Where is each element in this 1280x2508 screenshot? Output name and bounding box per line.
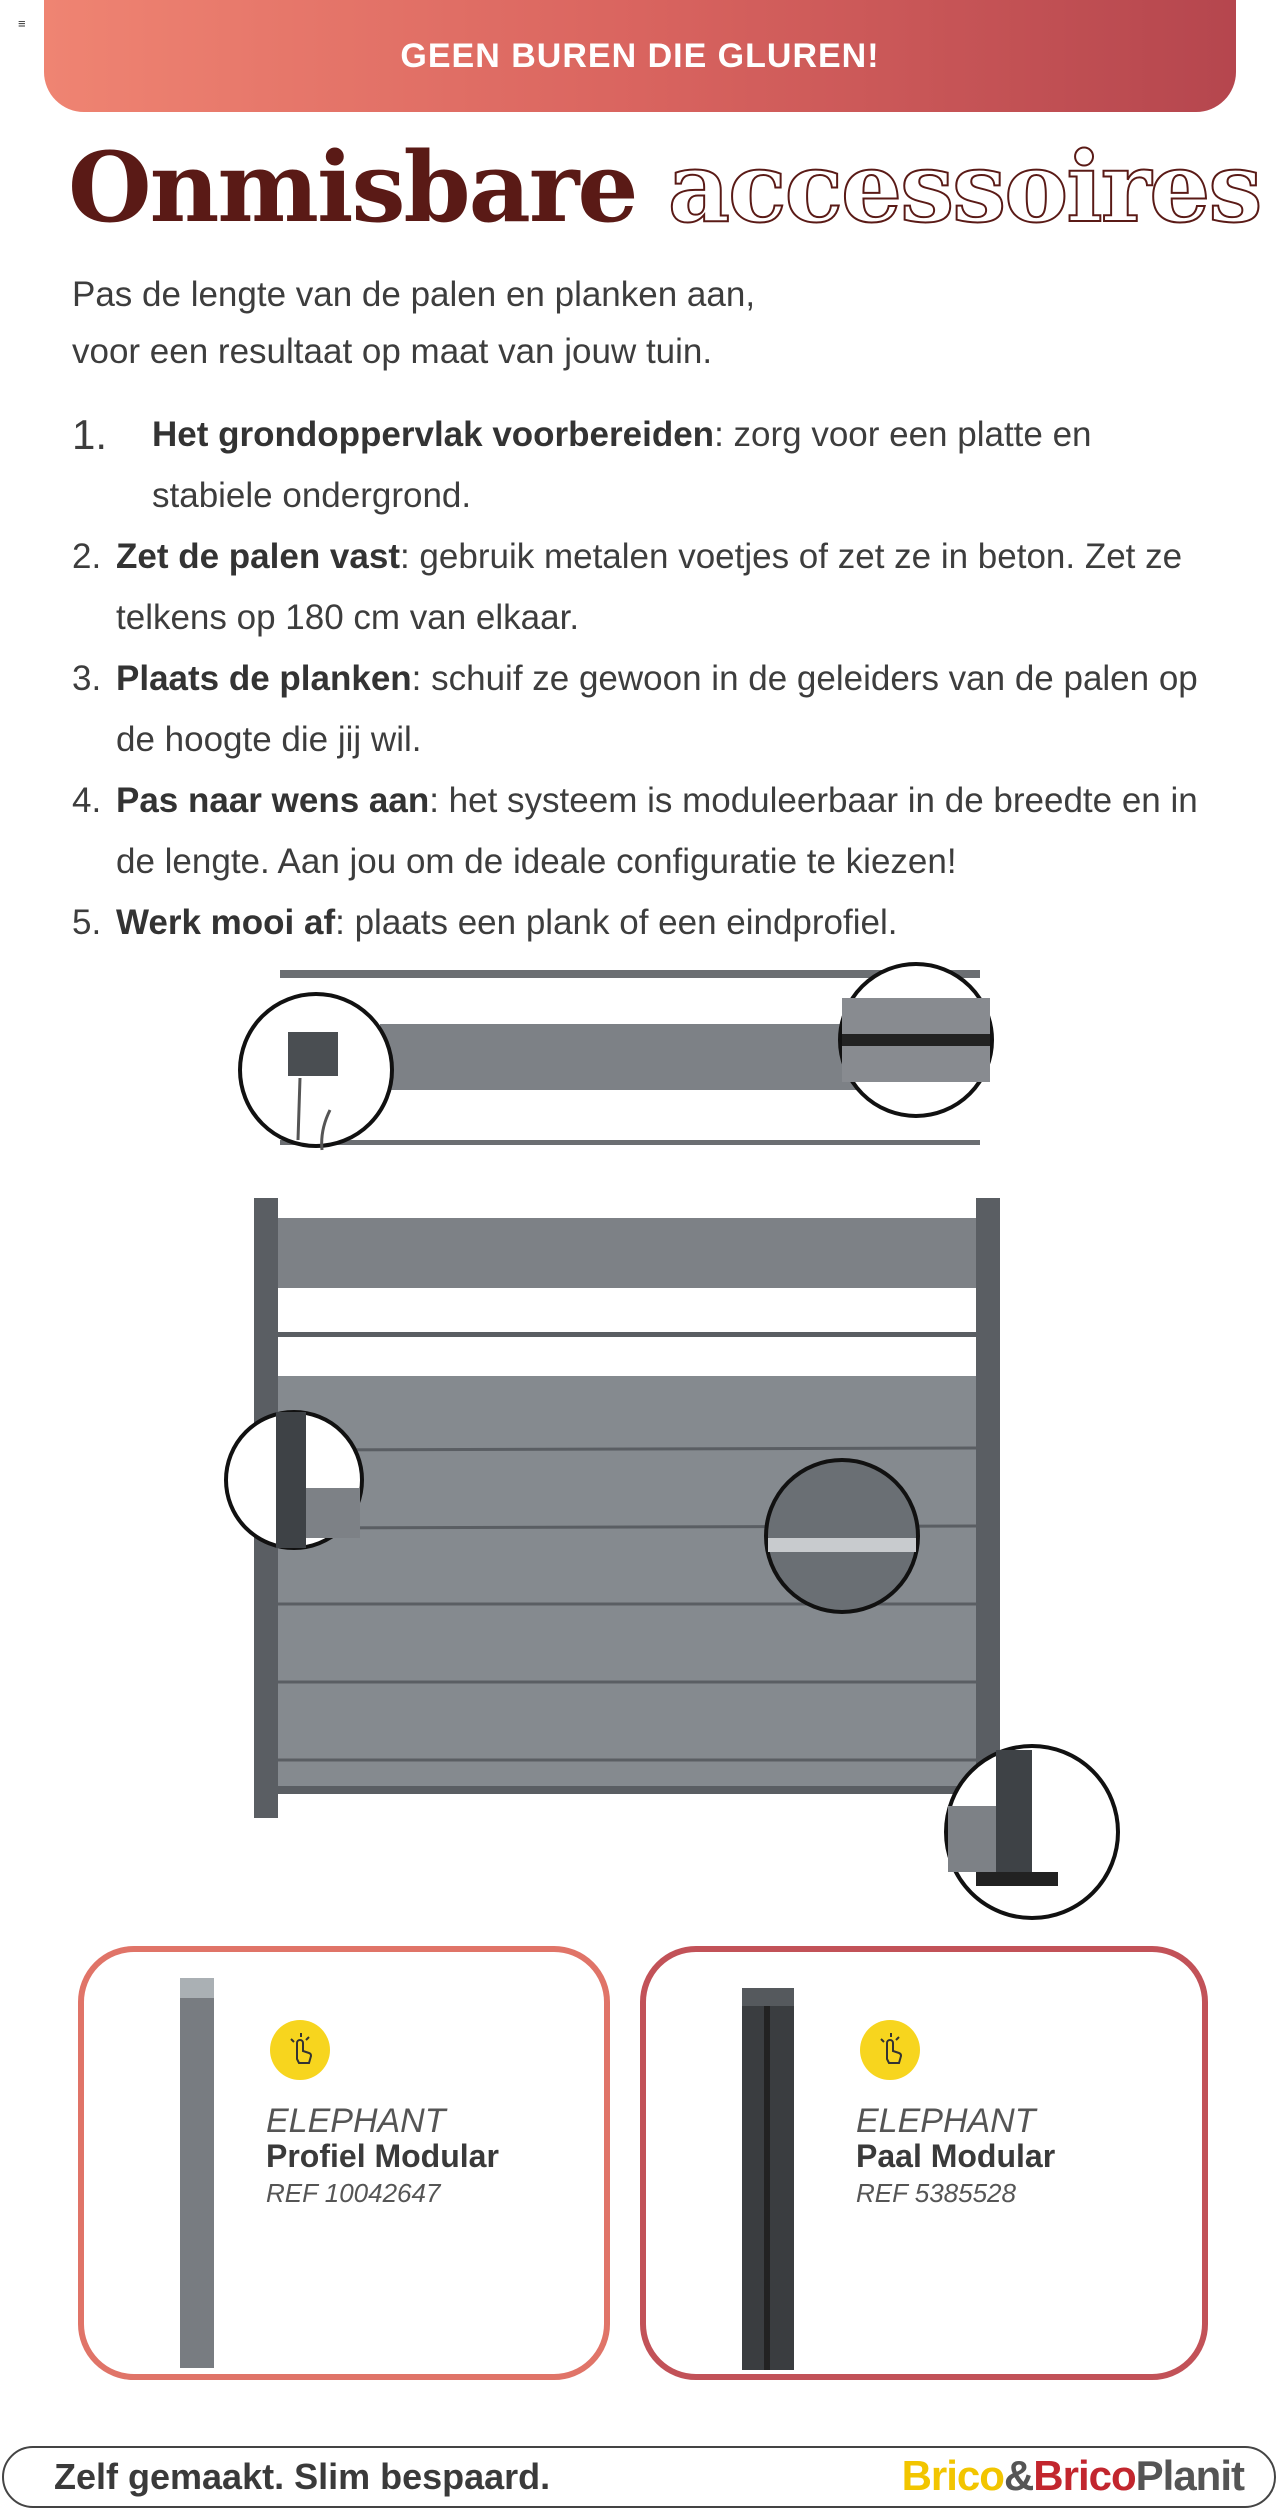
title-part2: accessoires	[667, 131, 1261, 244]
product-card-profiel[interactable]	[78, 1946, 610, 2380]
product-card-paal[interactable]	[640, 1946, 1208, 2380]
step-number: 4.	[72, 781, 102, 820]
step-item	[72, 404, 1212, 526]
brand-logo[interactable]	[902, 2452, 1244, 2500]
post-product-image	[736, 1982, 800, 2372]
intro-line2: voor een resultaat op maat van jouw tuin.	[72, 332, 713, 371]
step-number: 3.	[72, 659, 102, 698]
step-title: Zet de palen vast	[116, 537, 400, 576]
step-text: : plaats een plank of een eindprofiel.	[335, 903, 898, 942]
product-ref: REF 10042647	[266, 2178, 441, 2208]
product-brand: ELEPHANT	[266, 2102, 446, 2140]
title-part1: Onmisbare	[68, 131, 637, 244]
banner-text: GEEN BUREN DIE GLUREN!	[400, 36, 880, 75]
logo-ampersand: &	[1003, 2452, 1034, 2499]
product-brand: ELEPHANT	[856, 2102, 1036, 2140]
page-title	[68, 128, 1260, 248]
fence-diagram	[0, 940, 1280, 1930]
product-ref: REF 5385528	[856, 2178, 1016, 2208]
intro-text	[72, 266, 755, 380]
step-text: : gebruik metalen voetjes of zet ze in beton. Zet ze telkens op 180 cm van elkaar.	[116, 537, 1183, 637]
product-name: Paal Modular	[856, 2138, 1056, 2174]
step-item	[72, 648, 1212, 770]
profile-product-image	[174, 1970, 220, 2370]
footer-bar	[2, 2446, 1276, 2508]
intro-line1: Pas de lengte van de palen en planken aan,	[72, 275, 756, 314]
step-title: Plaats de planken	[116, 659, 412, 698]
step-text: : schuif ze gewoon in de geleiders van de palen op de hoogte die jij wil.	[116, 659, 1198, 759]
logo-planit: Planit	[1135, 2452, 1244, 2499]
header-banner	[44, 0, 1236, 112]
step-number: 2.	[72, 537, 102, 576]
step-title: Pas naar wens aan	[116, 781, 430, 820]
step-item	[72, 770, 1212, 892]
logo-brico-1: Brico	[901, 2452, 1004, 2499]
logo-brico-2: Brico	[1033, 2452, 1136, 2499]
step-text: : het systeem is moduleerbaar in de breedte en in de lengte. Aan jou om de ideale configuratie te kiezen!	[116, 781, 1198, 881]
fence-panel	[226, 1198, 1118, 1918]
product-name: Profiel Modular	[266, 2138, 499, 2174]
menu-icon[interactable]: ≡	[18, 16, 26, 31]
step-number: 5.	[72, 903, 102, 942]
footer-slogan: Zelf gemaakt. Slim bespaard.	[54, 2456, 551, 2497]
step-item	[72, 526, 1212, 648]
step-title: Werk mooi af	[116, 903, 336, 942]
tap-icon[interactable]	[860, 2020, 920, 2080]
step-number: 1.	[72, 411, 108, 458]
step-text: : zorg voor een platte en stabiele ondergrond.	[152, 415, 1092, 515]
step-title: Het grondoppervlak voorbereiden	[152, 415, 715, 454]
profile-detail	[240, 964, 992, 1150]
steps-list	[72, 404, 1212, 953]
tap-icon[interactable]	[270, 2020, 330, 2080]
